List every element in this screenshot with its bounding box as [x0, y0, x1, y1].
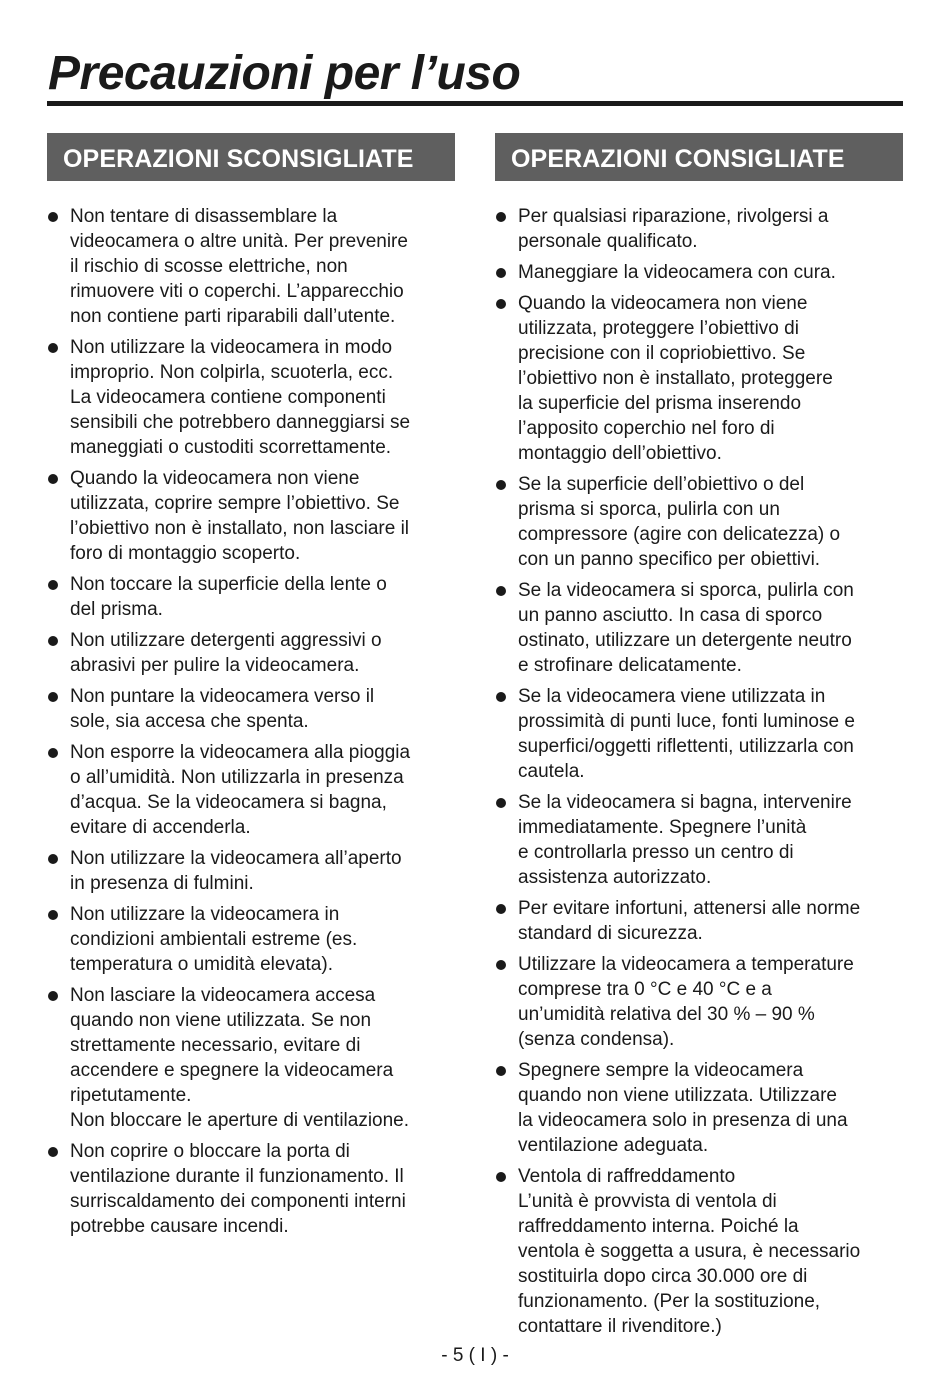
list-item — [47, 846, 455, 896]
list-item — [47, 902, 455, 977]
title-rule — [47, 101, 903, 106]
list-item-text: Per evitare infortuni, attenersi alle norme standard di sicurezza. — [518, 898, 861, 944]
list-item-text: Maneggiare la videocamera con cura. — [518, 262, 836, 283]
bullet-icon — [496, 586, 506, 596]
list-item — [495, 952, 903, 1052]
bullet-icon — [48, 474, 58, 484]
bullet-icon — [496, 1172, 506, 1182]
bullet-icon — [48, 991, 58, 1001]
page-title: Precauzioni per l’uso — [48, 47, 521, 100]
list-item — [47, 1139, 455, 1239]
bullet-icon — [48, 636, 58, 646]
list-item — [47, 572, 455, 622]
bullet-icon — [496, 268, 506, 278]
bullet-icon — [496, 692, 506, 702]
list-item — [495, 578, 903, 678]
list-item-text: Non toccare la superficie della lente o del prisma. — [70, 574, 387, 620]
list-item-text: Utilizzare la videocamera a temperature comprese tra 0 °C e 40 °C e a un’umidità relativa del 30 % – 90 % (senza condensa). — [518, 954, 854, 1050]
donts-section-header: OPERAZIONI SCONSIGLIATE — [47, 133, 455, 181]
dos-column — [495, 133, 903, 1345]
list-item — [495, 1164, 903, 1339]
donts-list — [47, 204, 455, 1239]
list-item — [495, 204, 903, 254]
bullet-icon — [496, 798, 506, 808]
bullet-icon — [496, 299, 506, 309]
dos-section-header: OPERAZIONI CONSIGLIATE — [495, 133, 903, 181]
dos-list — [495, 204, 903, 1339]
list-item — [495, 684, 903, 784]
list-item — [47, 335, 455, 460]
bullet-icon — [48, 692, 58, 702]
list-item-text: Quando la videocamera non viene utilizzata, coprire sempre l’obiettivo. Se l’obiettivo non è installato, non lasciare il foro di montaggio scoperto. — [70, 468, 410, 564]
list-item-text: Non coprire o bloccare la porta di ventilazione durante il funzionamento. Il surriscaldamento dei componenti interni potrebbe causare incendi. — [70, 1141, 406, 1237]
list-item — [495, 291, 903, 466]
bullet-icon — [496, 960, 506, 970]
bullet-icon — [48, 212, 58, 222]
list-item-text: Se la superficie dell’obiettivo o del prisma si sporca, pulirla con un compressore (agire con delicatezza) o con un panno specifico per obiettivi. — [518, 474, 841, 570]
list-item — [47, 684, 455, 734]
bullet-icon — [48, 910, 58, 920]
list-item — [495, 1058, 903, 1158]
list-item-text: Non utilizzare la videocamera all’aperto in presenza di fulmini. — [70, 848, 402, 894]
page-number: - 5 ( I ) - — [441, 1345, 509, 1366]
list-item-text: Se la videocamera si sporca, pulirla con un panno asciutto. In casa di sporco ostinato, utilizzare un detergente neutro e strofinare delicatamente. — [518, 580, 854, 676]
donts-column — [47, 133, 455, 1245]
list-item-text: Quando la videocamera non viene utilizzata, proteggere l’obiettivo di precisione con il copriobiettivo. Se l’obiettivo non è installato, proteggere la superficie del prisma inserendo l’apposito coperchio nel foro di montaggio dell’obiettivo. — [518, 293, 833, 464]
list-item — [495, 790, 903, 890]
list-item-text: Non utilizzare detergenti aggressivi o abrasivi per pulire la videocamera. — [70, 630, 382, 676]
bullet-icon — [48, 343, 58, 353]
list-item-text: Non utilizzare la videocamera in modo improprio. Non colpirla, scuoterla, ecc. La videocamera contiene componenti sensibili che potrebbero danneggiarsi se maneggiati o custoditi scorrettamente. — [70, 337, 411, 458]
list-item — [47, 983, 455, 1133]
list-item-text: Spegnere sempre la videocamera quando non viene utilizzata. Utilizzare la videocamera solo in presenza di una ventilazione adeguata. — [518, 1060, 848, 1156]
list-item — [495, 472, 903, 572]
list-item-text: Non esporre la videocamera alla pioggia o all’umidità. Non utilizzarla in presenza d’acqua. Se la videocamera si bagna, evitare di accenderla. — [70, 742, 411, 838]
bullet-icon — [496, 904, 506, 914]
list-item-text: Ventola di raffreddamento L’unità è provvista di ventola di raffreddamento interna. Poiché la ventola è soggetta a usura, è necessario sostituirla dopo circa 30.000 ore di funzionamento. (Per la sostituzione, contattare il rivenditore.) — [518, 1166, 861, 1337]
bullet-icon — [496, 1066, 506, 1076]
bullet-icon — [48, 580, 58, 590]
list-item-text: Se la videocamera si bagna, intervenire immediatamente. Spegnere l’unità e controllarla presso un centro di assistenza autorizzato. — [518, 792, 852, 888]
list-item-text: Non utilizzare la videocamera in condizioni ambientali estreme (es. temperatura o umidità elevata). — [70, 904, 358, 975]
list-item-text: Per qualsiasi riparazione, rivolgersi a personale qualificato. — [518, 206, 829, 252]
list-item-text: Se la videocamera viene utilizzata in prossimità di punti luce, fonti luminose e superfici/oggetti riflettenti, utilizzarla con cautela. — [518, 686, 855, 782]
bullet-icon — [496, 212, 506, 222]
bullet-icon — [48, 1147, 58, 1157]
list-item-text: Non tentare di disassemblare la videocamera o altre unità. Per prevenire il rischio di scosse elettriche, non rimuovere viti o coperchi. L’apparecchio non contiene parti riparabili dall’utente. — [70, 206, 408, 327]
list-item — [495, 260, 903, 285]
list-item — [47, 204, 455, 329]
list-item — [47, 466, 455, 566]
list-item-text: Non puntare la videocamera verso il sole, sia accesa che spenta. — [70, 686, 375, 732]
bullet-icon — [48, 748, 58, 758]
list-item — [47, 740, 455, 840]
list-item — [47, 628, 455, 678]
list-item-text: Non lasciare la videocamera accesa quando non viene utilizzata. Se non strettamente necessario, evitare di accendere e spegnere la videocamera ripetutamente. Non bloccare le aperture di ventilazione. — [70, 985, 410, 1131]
bullet-icon — [496, 480, 506, 490]
bullet-icon — [48, 854, 58, 864]
list-item — [495, 896, 903, 946]
